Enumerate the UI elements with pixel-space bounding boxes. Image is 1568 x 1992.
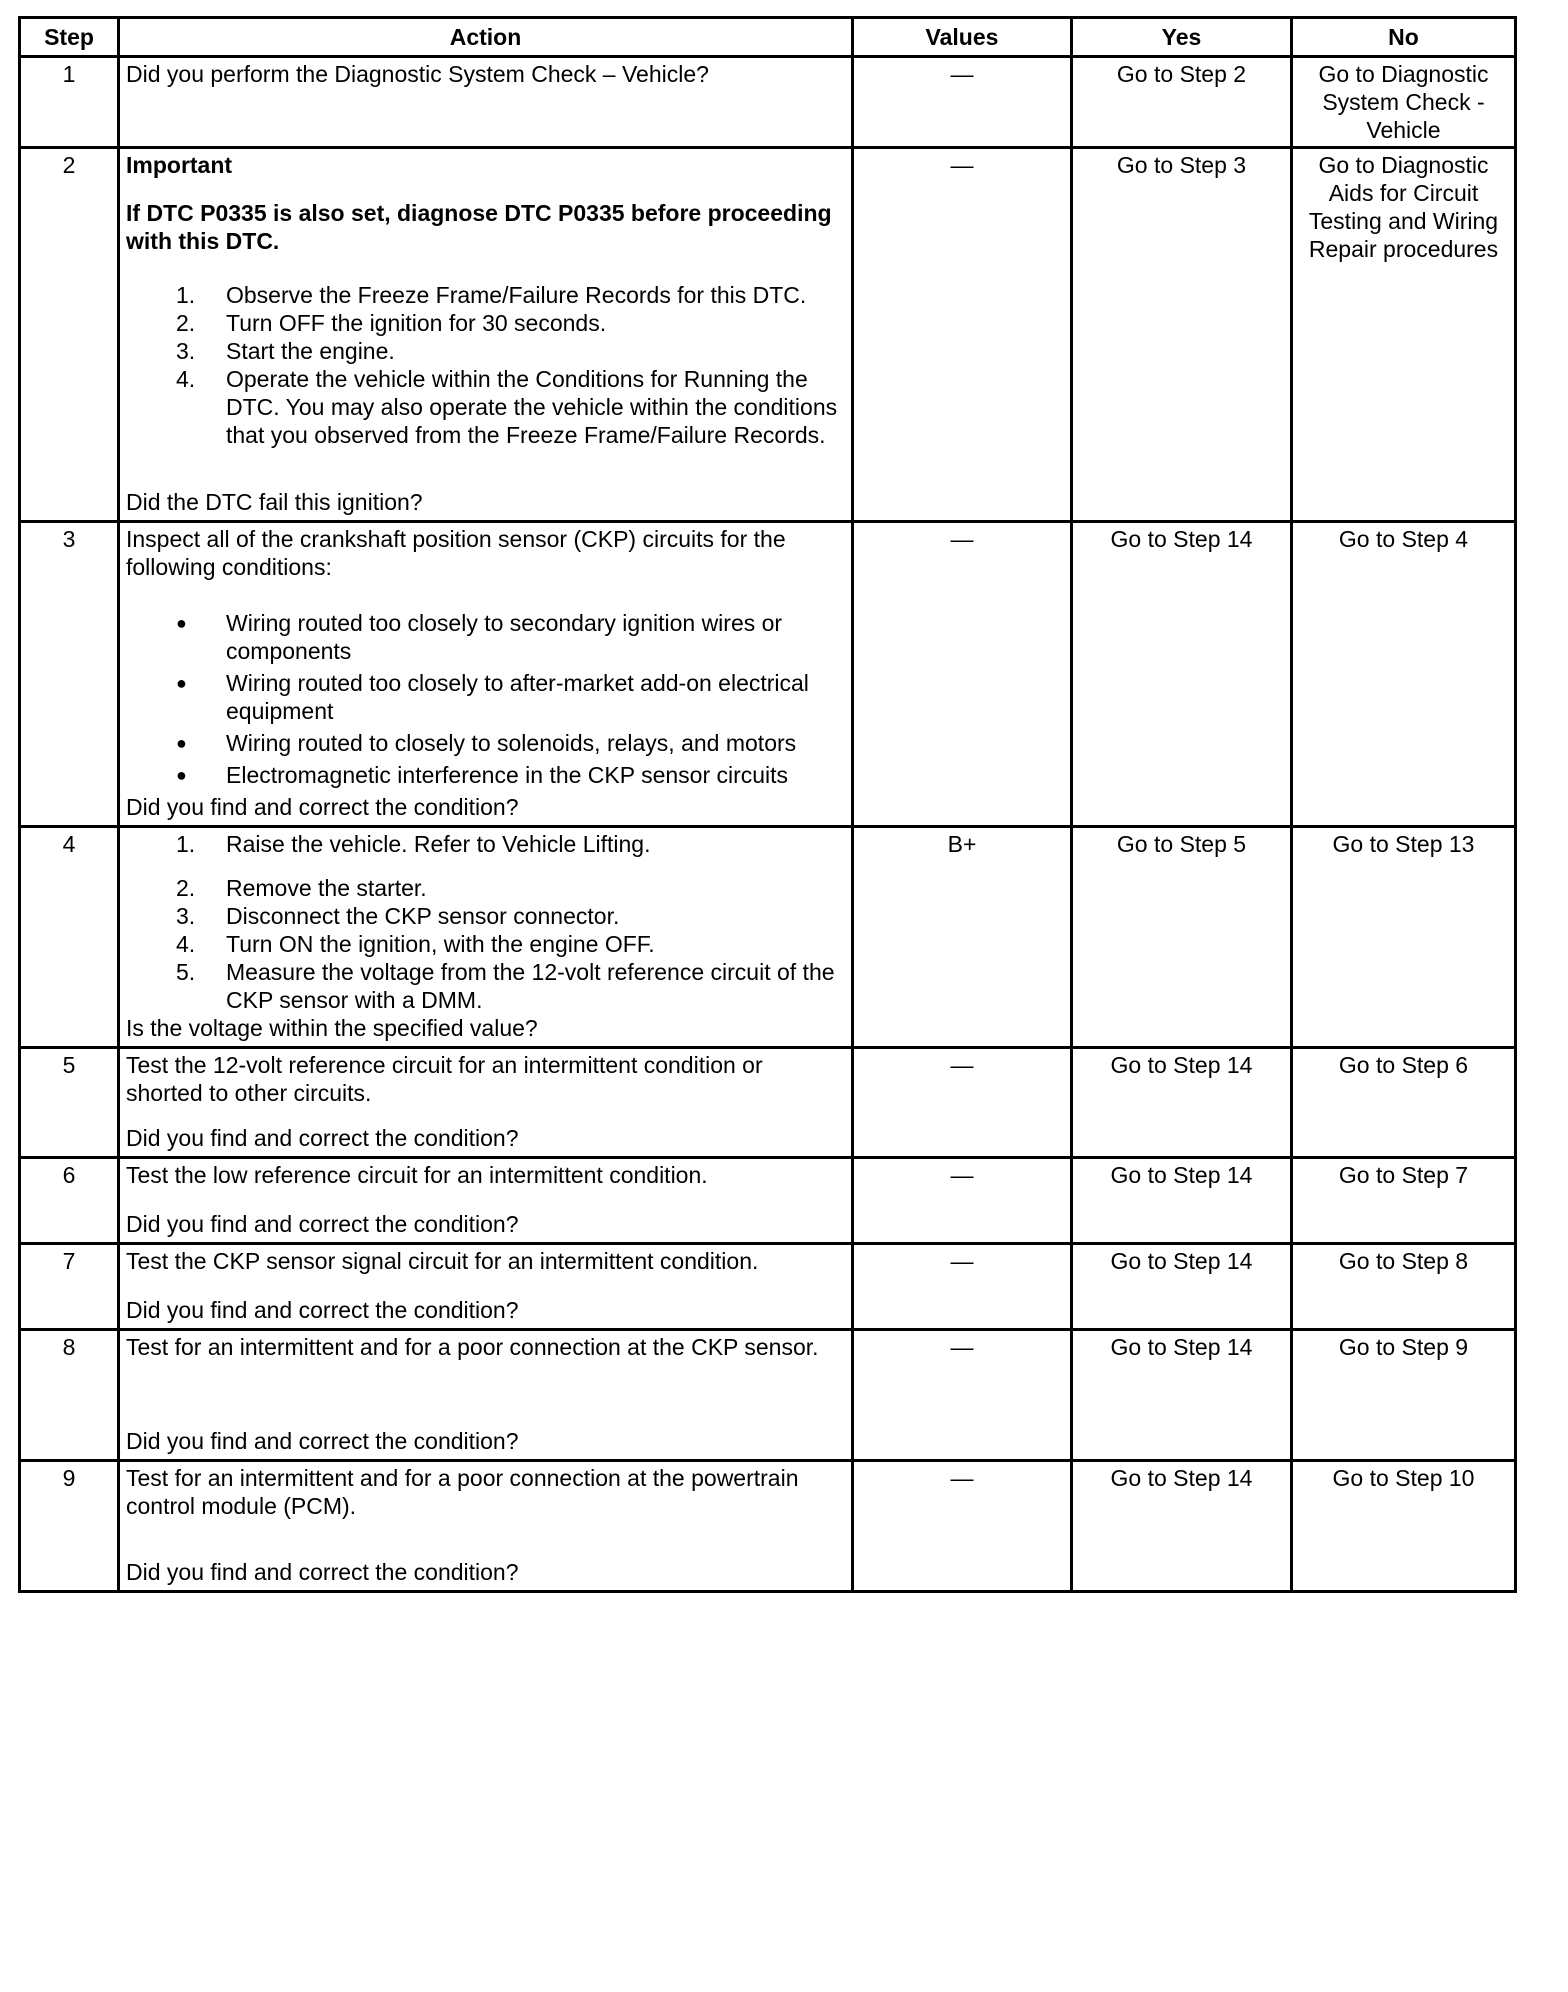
list-item xyxy=(126,281,845,309)
step-number: 9 xyxy=(20,1461,119,1592)
value-cell: — xyxy=(853,57,1072,148)
no-cell: Go to Diagnostic Aids for Circuit Testing and Wiring Repair procedures xyxy=(1292,148,1516,522)
important-label: Important xyxy=(126,152,233,178)
action-question: Did you find and correct the condition? xyxy=(126,1297,519,1323)
table-row xyxy=(20,1244,1516,1330)
bullet-icon: ● xyxy=(176,733,187,753)
value-cell: — xyxy=(853,1048,1072,1158)
yes-cell: Go to Step 14 xyxy=(1072,1461,1292,1592)
table-row xyxy=(20,57,1516,148)
table-row xyxy=(20,522,1516,827)
action-intro: Inspect all of the crankshaft position sensor (CKP) circuits for the following conditions: xyxy=(126,526,786,580)
procedure-list xyxy=(126,830,845,1014)
action-intro: Test for an intermittent and for a poor connection at the CKP sensor. xyxy=(126,1334,819,1360)
no-cell: Go to Step 13 xyxy=(1292,827,1516,1048)
value-cell: — xyxy=(853,1461,1072,1592)
list-number: 3. xyxy=(176,903,196,929)
table-row xyxy=(20,1048,1516,1158)
step-number: 2 xyxy=(20,148,119,522)
step-number: 6 xyxy=(20,1158,119,1244)
bullet-icon: ● xyxy=(176,673,187,693)
yes-cell: Go to Step 14 xyxy=(1072,1244,1292,1330)
list-text: Wiring routed too closely to secondary ignition wires or components xyxy=(226,610,783,664)
yes-cell: Go to Step 3 xyxy=(1072,148,1292,522)
list-item xyxy=(126,669,845,725)
list-text: Disconnect the CKP sensor connector. xyxy=(226,903,620,929)
action-question: Did the DTC fail this ignition? xyxy=(126,489,423,515)
list-text: Measure the voltage from the 12-volt reference circuit of the CKP sensor with a DMM. xyxy=(226,959,835,1013)
value-cell: — xyxy=(853,1158,1072,1244)
bullet-icon: ● xyxy=(176,613,187,633)
yes-cell: Go to Step 5 xyxy=(1072,827,1292,1048)
list-text: Electromagnetic interference in the CKP sensor circuits xyxy=(226,762,789,788)
value-cell: — xyxy=(853,522,1072,827)
action-question: Did you find and correct the condition? xyxy=(126,1559,519,1585)
value-cell: — xyxy=(853,1330,1072,1461)
important-note: If DTC P0335 is also set, diagnose DTC P0335 before proceeding with this DTC. xyxy=(126,200,832,254)
list-text: Wiring routed too closely to after-market add-on electrical equipment xyxy=(226,670,809,724)
action-cell xyxy=(119,1244,853,1330)
header-yes: Yes xyxy=(1072,18,1292,57)
action-cell xyxy=(119,1461,853,1592)
yes-cell: Go to Step 2 xyxy=(1072,57,1292,148)
no-cell: Go to Diagnostic System Check - Vehicle xyxy=(1292,57,1516,148)
yes-cell: Go to Step 14 xyxy=(1072,1048,1292,1158)
list-item xyxy=(126,729,845,757)
no-cell: Go to Step 4 xyxy=(1292,522,1516,827)
value-cell: — xyxy=(853,1244,1072,1330)
action-intro: Test for an intermittent and for a poor connection at the powertrain control module (PCM). xyxy=(126,1465,799,1519)
action-question: Is the voltage within the specified value? xyxy=(126,1015,538,1041)
list-item xyxy=(126,930,845,958)
header-action: Action xyxy=(119,18,853,57)
list-text: Operate the vehicle within the Conditions for Running the DTC. You may also operate the vehicle within the conditions that you observed from the Freeze Frame/Failure Records. xyxy=(226,366,838,448)
action-cell xyxy=(119,827,853,1048)
list-item xyxy=(126,902,845,930)
no-cell: Go to Step 6 xyxy=(1292,1048,1516,1158)
action-question: Did you find and correct the condition? xyxy=(126,1428,519,1454)
table-row xyxy=(20,827,1516,1048)
yes-cell: Go to Step 14 xyxy=(1072,522,1292,827)
table-row xyxy=(20,1330,1516,1461)
action-cell xyxy=(119,1330,853,1461)
list-text: Turn ON the ignition, with the engine OFF. xyxy=(226,931,655,957)
condition-list xyxy=(126,609,845,789)
action-cell xyxy=(119,1048,853,1158)
action-question: Did you perform the Diagnostic System Check – Vehicle? xyxy=(126,61,709,87)
list-item xyxy=(126,874,845,902)
no-cell: Go to Step 9 xyxy=(1292,1330,1516,1461)
list-item xyxy=(126,958,845,1014)
list-item xyxy=(126,761,845,789)
list-number: 3. xyxy=(176,338,196,364)
table-row xyxy=(20,1158,1516,1244)
action-intro: Test the low reference circuit for an intermittent condition. xyxy=(126,1162,708,1188)
list-text: Wiring routed to closely to solenoids, relays, and motors xyxy=(226,730,797,756)
action-question: Did you find and correct the condition? xyxy=(126,1125,519,1151)
step-number: 7 xyxy=(20,1244,119,1330)
list-number: 1. xyxy=(176,831,196,857)
list-number: 2. xyxy=(176,310,196,336)
list-text: Raise the vehicle. Refer to Vehicle Lifting. xyxy=(226,831,651,857)
diagnostic-table xyxy=(18,16,1517,1593)
header-values: Values xyxy=(853,18,1072,57)
list-text: Start the engine. xyxy=(226,338,395,364)
no-cell: Go to Step 8 xyxy=(1292,1244,1516,1330)
list-item xyxy=(126,337,845,365)
list-number: 5. xyxy=(176,959,196,985)
value-cell: B+ xyxy=(853,827,1072,1048)
list-text: Remove the starter. xyxy=(226,875,427,901)
list-number: 4. xyxy=(176,931,196,957)
table-row xyxy=(20,148,1516,522)
step-number: 8 xyxy=(20,1330,119,1461)
list-number: 4. xyxy=(176,366,196,392)
list-item xyxy=(126,609,845,665)
list-item xyxy=(126,309,845,337)
list-number: 2. xyxy=(176,875,196,901)
header-no: No xyxy=(1292,18,1516,57)
no-cell: Go to Step 10 xyxy=(1292,1461,1516,1592)
action-cell xyxy=(119,1158,853,1244)
bullet-icon: ● xyxy=(176,765,187,785)
step-number: 3 xyxy=(20,522,119,827)
header-step: Step xyxy=(20,18,119,57)
no-cell: Go to Step 7 xyxy=(1292,1158,1516,1244)
list-text: Observe the Freeze Frame/Failure Records for this DTC. xyxy=(226,282,807,308)
step-number: 5 xyxy=(20,1048,119,1158)
list-item xyxy=(126,365,845,449)
action-intro: Test the CKP sensor signal circuit for an intermittent condition. xyxy=(126,1248,759,1274)
list-item xyxy=(126,830,845,858)
list-text: Turn OFF the ignition for 30 seconds. xyxy=(226,310,607,336)
yes-cell: Go to Step 14 xyxy=(1072,1158,1292,1244)
table-row xyxy=(20,1461,1516,1592)
list-number: 1. xyxy=(176,282,196,308)
action-question: Did you find and correct the condition? xyxy=(126,1211,519,1237)
action-cell xyxy=(119,148,853,522)
step-number: 4 xyxy=(20,827,119,1048)
action-cell xyxy=(119,57,853,148)
yes-cell: Go to Step 14 xyxy=(1072,1330,1292,1461)
action-cell xyxy=(119,522,853,827)
value-cell: — xyxy=(853,148,1072,522)
action-intro: Test the 12-volt reference circuit for an intermittent condition or shorted to other circuits. xyxy=(126,1052,763,1106)
step-number: 1 xyxy=(20,57,119,148)
procedure-list xyxy=(126,281,845,449)
header-row xyxy=(20,18,1516,57)
action-question: Did you find and correct the condition? xyxy=(126,794,519,820)
